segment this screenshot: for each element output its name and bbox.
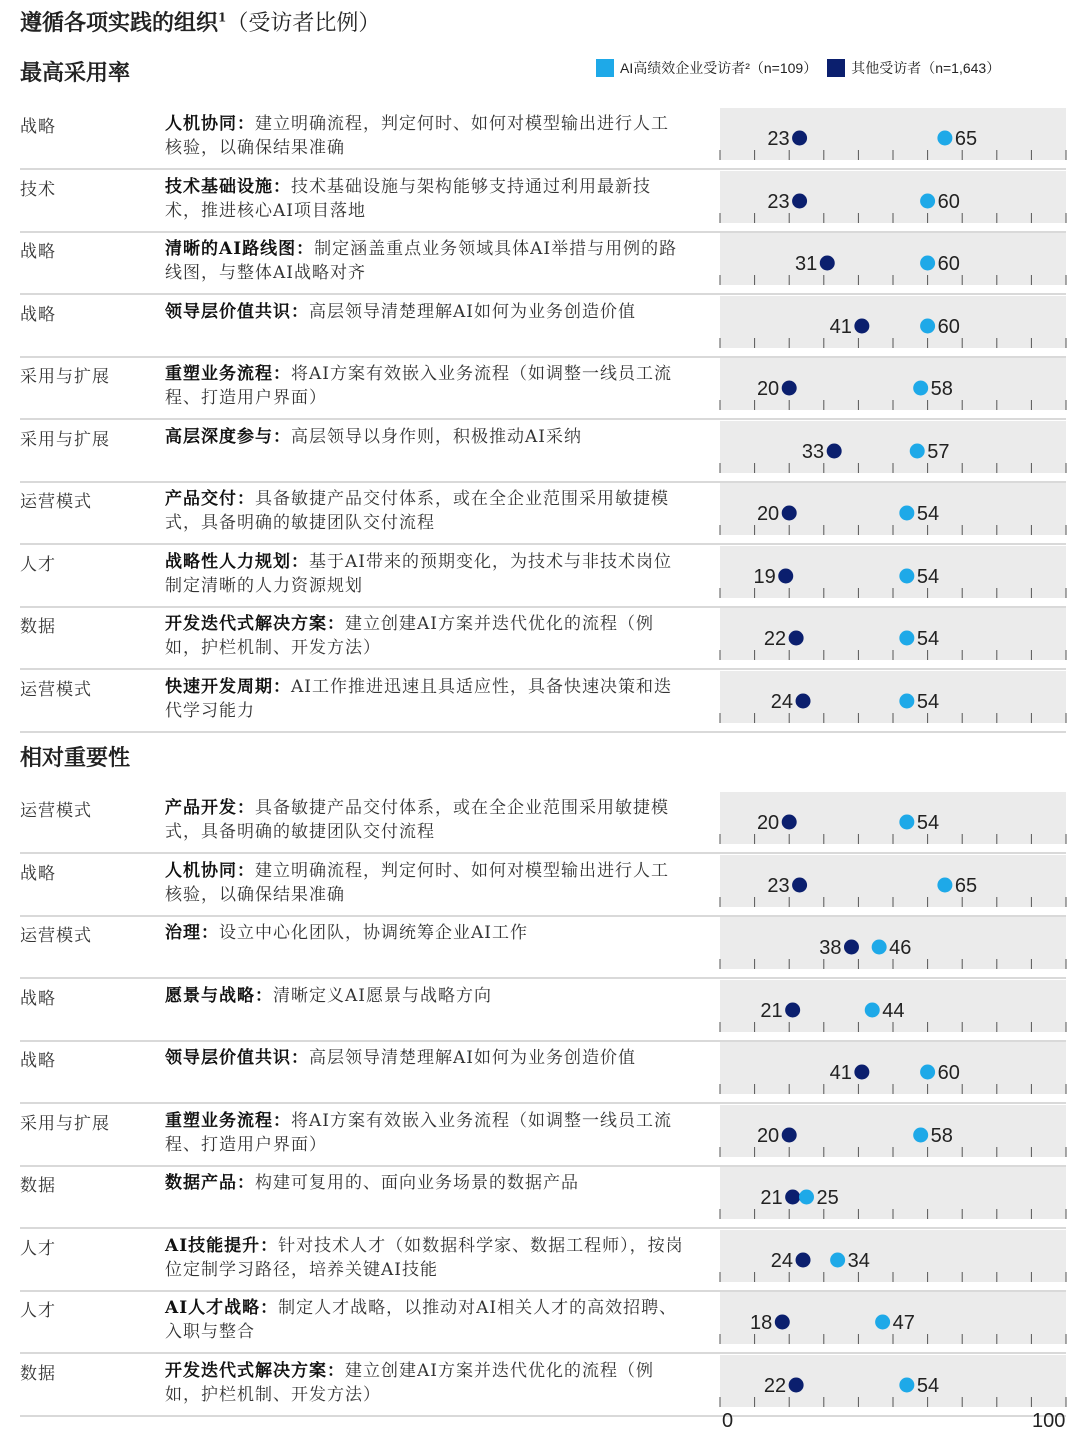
dot-high-performers bbox=[937, 877, 952, 892]
row-description bbox=[165, 984, 685, 1008]
dot-plot-row bbox=[720, 671, 1066, 723]
value-label-other: 19 bbox=[753, 565, 776, 588]
row-description bbox=[165, 175, 685, 223]
practice-text: 设立中心化团队，协调统筹企业AI工作 bbox=[219, 923, 528, 943]
row-category: 战略 bbox=[20, 988, 56, 1009]
practice-text: AI工作推进迅速且具适应性，具备快速决策和迭代学习能力 bbox=[165, 676, 672, 721]
dot-plot-row bbox=[720, 608, 1066, 660]
dot-high-performers bbox=[899, 693, 914, 708]
table-row bbox=[20, 790, 1066, 854]
dot-plot-row bbox=[720, 917, 1066, 969]
value-label-other: 31 bbox=[795, 253, 818, 275]
dot-plot-row bbox=[720, 483, 1066, 535]
dot-high-performers bbox=[913, 381, 928, 396]
value-label-other: 20 bbox=[756, 812, 780, 834]
dot-plot-row bbox=[720, 358, 1066, 410]
value-label-other: 41 bbox=[829, 1062, 852, 1084]
value-label-other: 22 bbox=[763, 628, 787, 650]
practice-name: AI人才战略： bbox=[165, 1298, 279, 1318]
dot-other-respondents bbox=[792, 193, 807, 208]
row-category: 运营模式 bbox=[20, 801, 92, 821]
row-category: 运营模式 bbox=[20, 492, 92, 512]
table-row bbox=[20, 915, 1066, 979]
value-label-other: 21 bbox=[760, 999, 783, 1022]
practice-name: 重塑业务流程： bbox=[165, 364, 291, 384]
practice-text: 将AI方案有效嵌入业务流程（如调整一线员工流程、打造用户界面） bbox=[165, 1110, 672, 1155]
row-category: 人才 bbox=[20, 1238, 56, 1259]
table-row bbox=[20, 669, 1066, 733]
practice-text: 具备敏捷产品交付体系，或在全企业范围采用敏捷模式，具备明确的敏捷团队交付流程 bbox=[165, 798, 669, 842]
legend-label-high-performers: AI高绩效企业受访者²（n=109） bbox=[620, 60, 818, 76]
practice-text: 清晰定义AI愿景与战略方向 bbox=[273, 985, 492, 1006]
row-description bbox=[165, 112, 685, 160]
row-description bbox=[165, 1296, 685, 1344]
value-label-high: 47 bbox=[892, 1312, 915, 1334]
dot-other-respondents bbox=[782, 1127, 797, 1142]
dot-plot-row bbox=[720, 1292, 1066, 1344]
dot-plot-row bbox=[720, 171, 1066, 223]
practice-name: 领导层价值共识： bbox=[165, 301, 309, 322]
practice-name: 愿景与战略： bbox=[165, 985, 273, 1006]
table-row bbox=[20, 853, 1066, 917]
table-row bbox=[20, 544, 1066, 608]
row-description bbox=[165, 921, 685, 945]
dot-other-respondents bbox=[775, 1315, 790, 1330]
dot-other-respondents bbox=[796, 1252, 811, 1267]
table-row bbox=[20, 106, 1066, 170]
value-label-high: 25 bbox=[816, 1187, 839, 1209]
row-category: 技术 bbox=[20, 179, 56, 200]
row-category: 数据 bbox=[20, 1176, 56, 1196]
dot-plot-row bbox=[720, 1042, 1066, 1094]
dot-high-performers bbox=[920, 318, 935, 333]
table-row bbox=[20, 1103, 1066, 1167]
value-label-high: 65 bbox=[954, 128, 978, 150]
dot-plot-row bbox=[720, 421, 1066, 473]
row-description bbox=[165, 550, 685, 598]
practice-name: 数据产品： bbox=[165, 1173, 255, 1193]
dot-other-respondents bbox=[820, 256, 835, 271]
dot-other-respondents bbox=[782, 815, 797, 830]
practice-text: 构建可复用的、面向业务场景的数据产品 bbox=[255, 1173, 579, 1193]
practice-text: 将AI方案有效嵌入业务流程（如调整一线员工流程、打造用户界面） bbox=[165, 364, 672, 408]
value-label-high: 54 bbox=[916, 565, 940, 588]
value-label-high: 54 bbox=[916, 628, 940, 650]
dot-high-performers bbox=[937, 131, 952, 146]
practice-text: 制定人才战略，以推动对AI相关人才的高效招聘、入职与整合 bbox=[165, 1298, 678, 1342]
row-description bbox=[165, 1234, 685, 1282]
dot-plot-row bbox=[720, 855, 1066, 907]
practice-text: 高层领导清楚理解AI如何为业务创造价值 bbox=[309, 1048, 636, 1068]
row-category: 数据 bbox=[20, 617, 56, 637]
value-label-other: 22 bbox=[763, 1374, 787, 1397]
dot-high-performers bbox=[865, 1002, 880, 1017]
value-label-high: 34 bbox=[847, 1249, 870, 1272]
dot-high-performers bbox=[875, 1315, 890, 1330]
row-description bbox=[165, 237, 685, 285]
axis-max-label: 100 bbox=[1032, 1410, 1066, 1432]
axis-min-label: 0 bbox=[722, 1410, 734, 1432]
row-description bbox=[165, 796, 685, 844]
practice-name: 产品开发： bbox=[165, 798, 255, 818]
dot-high-performers bbox=[830, 1252, 845, 1267]
dot-other-respondents bbox=[792, 131, 807, 146]
value-label-high: 60 bbox=[937, 190, 960, 213]
legend-swatch-high-performers bbox=[596, 59, 614, 77]
row-category: 战略 bbox=[20, 1051, 56, 1071]
dot-other-respondents bbox=[854, 318, 869, 333]
title-footnote-mark: 1 bbox=[218, 10, 227, 25]
legend-swatch-other-respondents bbox=[827, 59, 845, 77]
row-description bbox=[165, 300, 685, 324]
practice-name: 人机协同： bbox=[165, 860, 255, 881]
dot-plot-row bbox=[720, 1105, 1066, 1157]
value-label-other: 18 bbox=[750, 1312, 773, 1334]
dot-other-respondents bbox=[827, 443, 842, 458]
row-description bbox=[165, 1109, 685, 1157]
practice-name: 领导层价值共识： bbox=[165, 1048, 309, 1068]
table-row bbox=[20, 419, 1066, 483]
dot-plot-row bbox=[720, 546, 1066, 598]
dot-plot-row bbox=[720, 792, 1066, 844]
row-description bbox=[165, 612, 685, 660]
practice-name: 人机协同： bbox=[165, 114, 255, 134]
row-description bbox=[165, 1171, 685, 1195]
dot-high-performers bbox=[899, 1377, 914, 1392]
dot-plot-row bbox=[720, 1230, 1066, 1282]
value-label-other: 23 bbox=[767, 874, 790, 897]
row-description bbox=[165, 859, 685, 907]
practice-text: 高层领导清楚理解AI如何为业务创造价值 bbox=[309, 301, 636, 322]
value-label-other: 33 bbox=[801, 440, 825, 463]
dot-other-respondents bbox=[854, 1065, 869, 1080]
value-label-high: 57 bbox=[927, 440, 950, 463]
practice-text: 技术基础设施与架构能够支持通过利用最新技术，推进核心AI项目落地 bbox=[165, 176, 651, 221]
table-row bbox=[20, 1040, 1066, 1104]
table-row bbox=[20, 1290, 1066, 1354]
row-category: 人才 bbox=[20, 554, 56, 575]
value-label-other: 23 bbox=[767, 190, 790, 213]
table-row bbox=[20, 1353, 1066, 1417]
dot-other-respondents bbox=[792, 877, 807, 892]
table-row bbox=[20, 169, 1066, 233]
row-description bbox=[165, 1046, 685, 1070]
dot-other-respondents bbox=[782, 506, 797, 521]
table-row bbox=[20, 356, 1066, 420]
practice-name: 战略性人力规划： bbox=[165, 551, 309, 572]
dot-other-respondents bbox=[796, 693, 811, 708]
value-label-other: 20 bbox=[756, 378, 780, 400]
row-category: 运营模式 bbox=[20, 926, 92, 946]
practice-name: 高层深度参与： bbox=[165, 426, 291, 447]
dot-high-performers bbox=[872, 940, 887, 955]
practice-text: 建立明确流程，判定何时、如何对模型输出进行人工核验，以确保结果准确 bbox=[165, 860, 669, 905]
value-label-other: 24 bbox=[770, 1249, 794, 1272]
practice-text: 高层领导以身作则，积极推动AI采纳 bbox=[291, 426, 582, 447]
table-row bbox=[20, 1228, 1066, 1292]
row-description bbox=[165, 675, 685, 723]
dot-high-performers bbox=[913, 1127, 928, 1142]
legend bbox=[596, 58, 1000, 78]
dot-plot-row bbox=[720, 233, 1066, 285]
dot-plot-row bbox=[720, 1355, 1066, 1407]
row-category: 采用与扩展 bbox=[20, 367, 110, 387]
value-label-high: 60 bbox=[937, 253, 960, 275]
practice-name: 技术基础设施： bbox=[165, 176, 291, 197]
dot-other-respondents bbox=[789, 1377, 804, 1392]
row-description bbox=[165, 362, 685, 410]
practice-text: 建立创建AI方案并迭代优化的流程（例如，护栏机制、开发方法） bbox=[165, 614, 654, 658]
dot-other-respondents bbox=[844, 940, 859, 955]
value-label-high: 58 bbox=[930, 1124, 953, 1147]
row-category: 采用与扩展 bbox=[20, 429, 110, 450]
practice-name: AI技能提升： bbox=[165, 1235, 279, 1256]
row-category: 战略 bbox=[20, 117, 56, 137]
value-label-other: 20 bbox=[756, 503, 780, 525]
value-label-other: 20 bbox=[756, 1124, 780, 1147]
dot-plot-row bbox=[720, 1167, 1066, 1219]
value-label-other: 38 bbox=[819, 937, 842, 959]
dot-other-respondents bbox=[789, 631, 804, 646]
value-label-high: 54 bbox=[916, 812, 940, 834]
value-label-high: 54 bbox=[916, 690, 940, 713]
row-category: 采用与扩展 bbox=[20, 1113, 110, 1134]
dot-high-performers bbox=[899, 568, 914, 583]
value-label-other: 23 bbox=[767, 128, 790, 150]
practice-name: 快速开发周期： bbox=[165, 676, 291, 697]
practice-text: 建立创建AI方案并迭代优化的流程（例如，护栏机制、开发方法） bbox=[165, 1360, 654, 1405]
dot-plot-row bbox=[720, 296, 1066, 348]
practice-name: 开发迭代式解决方案： bbox=[165, 1360, 345, 1381]
dot-high-performers bbox=[920, 193, 935, 208]
dot-high-performers bbox=[910, 443, 925, 458]
dot-plot-row bbox=[720, 108, 1066, 160]
table-row bbox=[20, 1165, 1066, 1229]
practice-text: 建立明确流程，判定何时、如何对模型输出进行人工核验，以确保结果准确 bbox=[165, 114, 669, 158]
value-label-high: 60 bbox=[937, 1062, 960, 1084]
practice-text: 具备敏捷产品交付体系，或在全企业范围采用敏捷模式，具备明确的敏捷团队交付流程 bbox=[165, 489, 669, 533]
page-title bbox=[20, 6, 380, 37]
practice-name: 重塑业务流程： bbox=[165, 1110, 291, 1131]
value-label-high: 65 bbox=[954, 874, 978, 897]
row-description bbox=[165, 1359, 685, 1407]
dot-high-performers bbox=[920, 256, 935, 271]
row-category: 数据 bbox=[20, 1363, 56, 1384]
row-category: 运营模式 bbox=[20, 679, 92, 700]
dot-high-performers bbox=[799, 1190, 814, 1205]
practice-name: 清晰的AI路线图： bbox=[165, 239, 315, 259]
table-row bbox=[20, 606, 1066, 670]
dot-high-performers bbox=[899, 631, 914, 646]
table-row bbox=[20, 231, 1066, 295]
section-title-adoption: 最高采用率 bbox=[20, 60, 131, 86]
title-subtitle: （受访者比例） bbox=[226, 11, 381, 36]
dot-plot-row bbox=[720, 980, 1066, 1032]
value-label-other: 24 bbox=[770, 690, 794, 713]
row-description bbox=[165, 425, 685, 449]
practice-text: 针对技术人才（如数据科学家、数据工程师），按岗位定制学习路径，培养关键AI技能 bbox=[165, 1235, 684, 1280]
practice-name: 治理： bbox=[165, 923, 219, 943]
row-category: 战略 bbox=[20, 304, 56, 325]
section-title-importance: 相对重要性 bbox=[20, 745, 131, 771]
value-label-high: 58 bbox=[930, 378, 953, 400]
practice-name: 开发迭代式解决方案： bbox=[165, 614, 345, 634]
dot-high-performers bbox=[899, 506, 914, 521]
row-category: 人才 bbox=[20, 1301, 56, 1321]
table-row bbox=[20, 978, 1066, 1042]
value-label-other: 41 bbox=[829, 315, 852, 338]
dot-other-respondents bbox=[785, 1002, 800, 1017]
dot-high-performers bbox=[899, 815, 914, 830]
value-label-high: 44 bbox=[882, 999, 905, 1022]
legend-label-other-respondents: 其他受访者（n=1,643） bbox=[851, 60, 1001, 76]
row-description bbox=[165, 487, 685, 535]
practice-text: 基于AI带来的预期变化，为技术与非技术岗位制定清晰的人力资源规划 bbox=[165, 551, 672, 596]
dot-other-respondents bbox=[782, 381, 797, 396]
title-main: 遵循各项实践的组织 bbox=[20, 10, 219, 36]
dot-other-respondents bbox=[785, 1190, 800, 1205]
value-label-high: 54 bbox=[916, 503, 940, 525]
dot-high-performers bbox=[920, 1065, 935, 1080]
value-label-high: 54 bbox=[916, 1374, 940, 1397]
table-row bbox=[20, 481, 1066, 545]
practice-name: 产品交付： bbox=[165, 489, 255, 509]
value-label-high: 46 bbox=[889, 937, 912, 959]
dot-other-respondents bbox=[778, 568, 793, 583]
value-label-other: 21 bbox=[760, 1187, 783, 1209]
row-category: 战略 bbox=[20, 863, 56, 884]
value-label-high: 60 bbox=[937, 315, 960, 338]
row-category: 战略 bbox=[20, 242, 56, 262]
practice-text: 制定涵盖重点业务领域具体AI举措与用例的路线图，与整体AI战略对齐 bbox=[165, 239, 678, 283]
table-row bbox=[20, 294, 1066, 358]
